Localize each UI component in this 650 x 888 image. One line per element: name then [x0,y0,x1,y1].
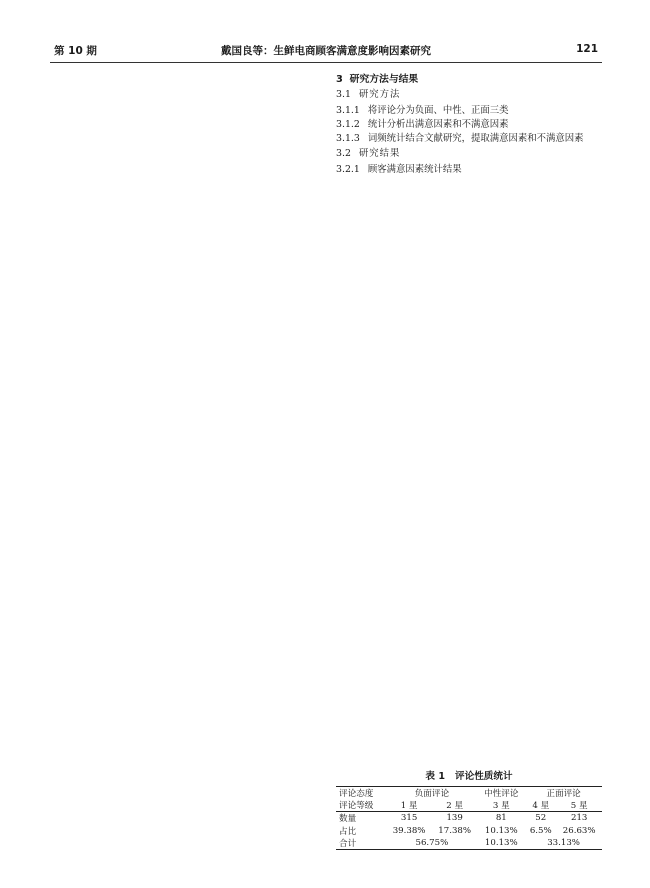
section-3-1-1-heading [336,104,602,118]
right-column [336,72,602,732]
section-3-2-title: 研究结果 [358,148,401,160]
section-3-1-1-title: 将评论分为负面、中性、正面三类 [367,104,509,116]
table-header-cell: 负面评论 [386,787,477,800]
table-cell: 315 [400,813,418,824]
table-cell: 5 星 [556,799,602,812]
section-3-number: 3 [336,74,343,85]
table-header-cell: 评论态度 [336,787,386,800]
table-row-label: 评论等级 [336,799,386,812]
table-row-label: 占比 [339,826,357,837]
table-cell: 1 星 [386,799,432,812]
section-3-heading [336,73,602,87]
table-row [336,799,602,812]
table-cell: 56.75% [386,837,477,850]
section-3-1-3-heading [336,132,602,146]
table-row [336,837,602,850]
table-cell: 139 [446,813,463,824]
issue-label: 第 10 期 [54,45,97,57]
table-cell: 213 [570,813,588,824]
section-3-2-number: 3.2 [336,148,351,160]
table-cell: 4 星 [525,799,556,812]
left-column [50,72,316,878]
review-stats-table [336,786,602,850]
table-header-row [336,787,602,800]
table-row-label: 数量 [339,814,357,825]
table-cell: 81 [495,813,507,824]
section-3-1-2-title: 统计分析出满意因素和不满意因素 [367,118,509,130]
table-1-caption [336,768,602,782]
section-3-1-2-number: 3.1.2 [336,118,360,130]
section-3-1-title: 研究方法 [358,89,401,101]
section-3-2-heading [336,147,602,161]
table-cell: 10.13% [477,837,525,850]
table-1-label: 表 1 [425,771,446,782]
running-header [50,40,602,62]
section-3-1-heading [336,88,602,102]
section-3-1-1-number: 3.1.1 [336,104,360,116]
table-1-title: 评论性质统计 [455,771,513,782]
section-3-1-number: 3.1 [336,89,351,101]
page-number: 121 [576,43,598,55]
table-cell: 2 星 [432,799,478,812]
table-row [336,825,602,837]
section-3-2-1-heading [336,163,602,177]
section-3-title: 研究方法与结果 [349,74,419,85]
section-3-1-3-number: 3.1.3 [336,133,360,145]
table-header-cell: 正面评论 [525,787,602,800]
table-row [336,812,602,825]
table-cell: 39.38% [392,825,426,836]
section-3-2-1-number: 3.2.1 [336,163,360,175]
table-cell: 17.38% [438,825,472,836]
running-title: 戴国良等：生鲜电商顾客满意度影响因素研究 [221,45,431,57]
table-cell: 6.5% [529,825,552,836]
section-3-1-3-title: 词频统计结合文献研究，提取满意因素和不满意因素 [367,133,584,145]
table-cell: 10.13% [484,825,518,836]
table-cell: 52 [535,813,547,824]
header-rule [50,62,602,63]
section-3-1-2-heading [336,118,602,132]
table-cell: 3 星 [477,799,525,812]
table-header-cell: 中性评论 [477,787,525,800]
section-3-2-1-title: 顾客满意因素统计结果 [367,163,462,175]
table-cell: 33.13% [525,837,602,850]
table-row-label: 合计 [336,837,386,850]
table-cell: 26.63% [562,825,596,836]
